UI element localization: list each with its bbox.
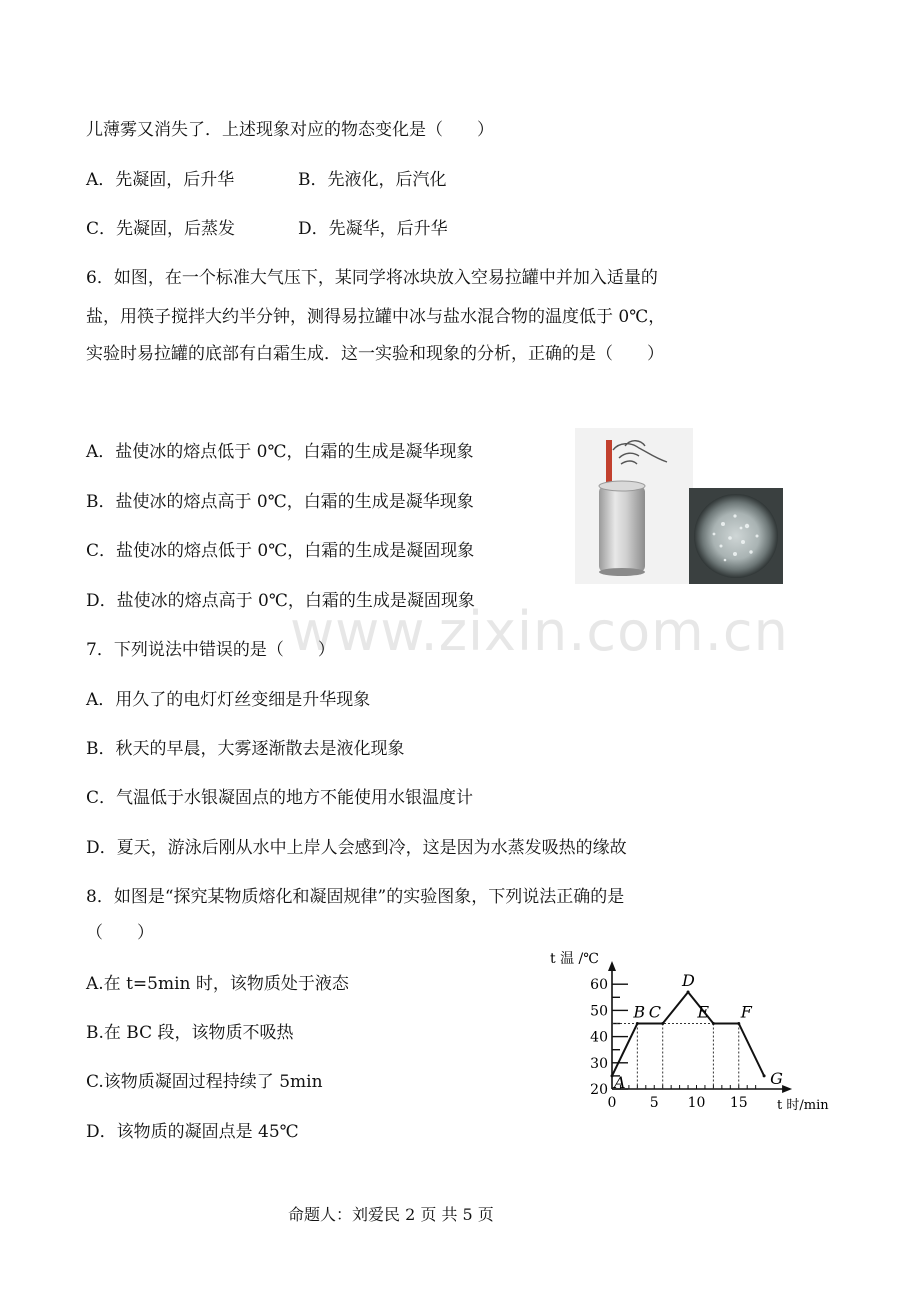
q8-line1: 8．如图是“探究某物质熔化和凝固规律”的实验图象，下列说法正确的是 — [86, 887, 625, 907]
temperature-time-chart — [545, 945, 845, 1120]
point-label: B — [633, 1002, 646, 1022]
point-marker — [636, 1022, 639, 1025]
x-axis-label: t 时/min — [777, 1098, 829, 1113]
q7-stem: 7．下列说法中错误的是（ ） — [86, 640, 335, 660]
point-marker — [687, 991, 690, 994]
q6-option-d: D．盐使冰的熔点高于 0℃，白霜的生成是凝固现象 — [86, 591, 475, 611]
q6-line1: 6．如图，在一个标准大气压下，某同学将冰块放入空易拉罐中并加入适量的 — [86, 268, 658, 288]
can-icon — [599, 481, 645, 576]
y-axis-label: t 温 /℃ — [550, 951, 599, 967]
watermark: www.zixin.com.cn — [290, 600, 789, 663]
point-label: A — [614, 1072, 626, 1092]
q5-option-c: C．先凝固，后蒸发 — [86, 219, 236, 239]
x-tick-label: 0 — [607, 1095, 617, 1111]
y-tick-label: 40 — [590, 1029, 608, 1046]
point-label: E — [697, 1002, 710, 1022]
footer-page-info: 命题人：刘爱民 2 页 共 5 页 — [288, 1205, 494, 1224]
can-experiment-photo — [575, 428, 785, 588]
point-label: G — [770, 1068, 783, 1088]
q6-option-b: B．盐使冰的熔点高于 0℃，白霜的生成是凝华现象 — [86, 492, 474, 512]
q8-option-c: C.该物质凝固过程持续了 5min — [86, 1072, 323, 1092]
point-marker — [712, 1022, 715, 1025]
q5-option-a: A．先凝固，后升华 — [86, 170, 235, 190]
point-marker — [661, 1022, 664, 1025]
q5-option-d: D．先凝华，后升华 — [298, 219, 448, 239]
q6-line3: 实验时易拉罐的底部有白霜生成．这一实验和现象的分析，正确的是（ ） — [86, 344, 664, 364]
x-tick-label: 15 — [729, 1095, 748, 1111]
point-marker — [737, 1022, 740, 1025]
y-tick-label: 50 — [590, 1003, 608, 1020]
frost-top-view-icon — [694, 494, 778, 578]
x-tick-label: 10 — [687, 1095, 706, 1111]
q8-line2: （ ） — [86, 923, 154, 943]
q7-option-a: A．用久了的电灯灯丝变细是升华现象 — [86, 690, 371, 710]
y-tick-label: 60 — [590, 977, 608, 994]
point-label: F — [740, 1002, 752, 1022]
point-marker — [763, 1074, 766, 1077]
q8-option-b: B.在 BC 段，该物质不吸热 — [86, 1023, 294, 1043]
q5-option-b: B．先液化，后汽化 — [298, 170, 447, 190]
x-tick-label: 5 — [649, 1095, 659, 1111]
q7-option-b: B．秋天的早晨，大雾逐渐散去是液化现象 — [86, 739, 405, 759]
q8-option-d: D．该物质的凝固点是 45℃ — [86, 1122, 299, 1142]
q6-line2: 盐，用筷子搅拌大约半分钟，测得易拉罐中冰与盐水混合物的温度低于 0℃， — [86, 307, 666, 327]
q7-option-c: C．气温低于水银凝固点的地方不能使用水银温度计 — [86, 788, 474, 808]
point-label: D — [682, 971, 695, 991]
q5-tail: 儿薄雾又消失了．上述现象对应的物态变化是（ ） — [86, 120, 494, 140]
y-tick-label: 20 — [590, 1082, 608, 1098]
y-axis-arrow — [608, 961, 616, 971]
q7-option-d: D．夏天，游泳后刚从水中上岸人会感到冷，这是因为水蒸发吸热的缘故 — [86, 838, 627, 858]
x-axis-arrow — [782, 1085, 792, 1093]
q6-option-a: A．盐使冰的熔点低于 0℃，白霜的生成是凝华现象 — [86, 442, 474, 462]
y-tick-label: 30 — [590, 1055, 608, 1072]
point-label: C — [648, 1002, 661, 1022]
q6-option-c: C．盐使冰的熔点低于 0℃，白霜的生成是凝固现象 — [86, 541, 475, 561]
q8-option-a: A.在 t=5min 时，该物质处于液态 — [86, 974, 349, 994]
